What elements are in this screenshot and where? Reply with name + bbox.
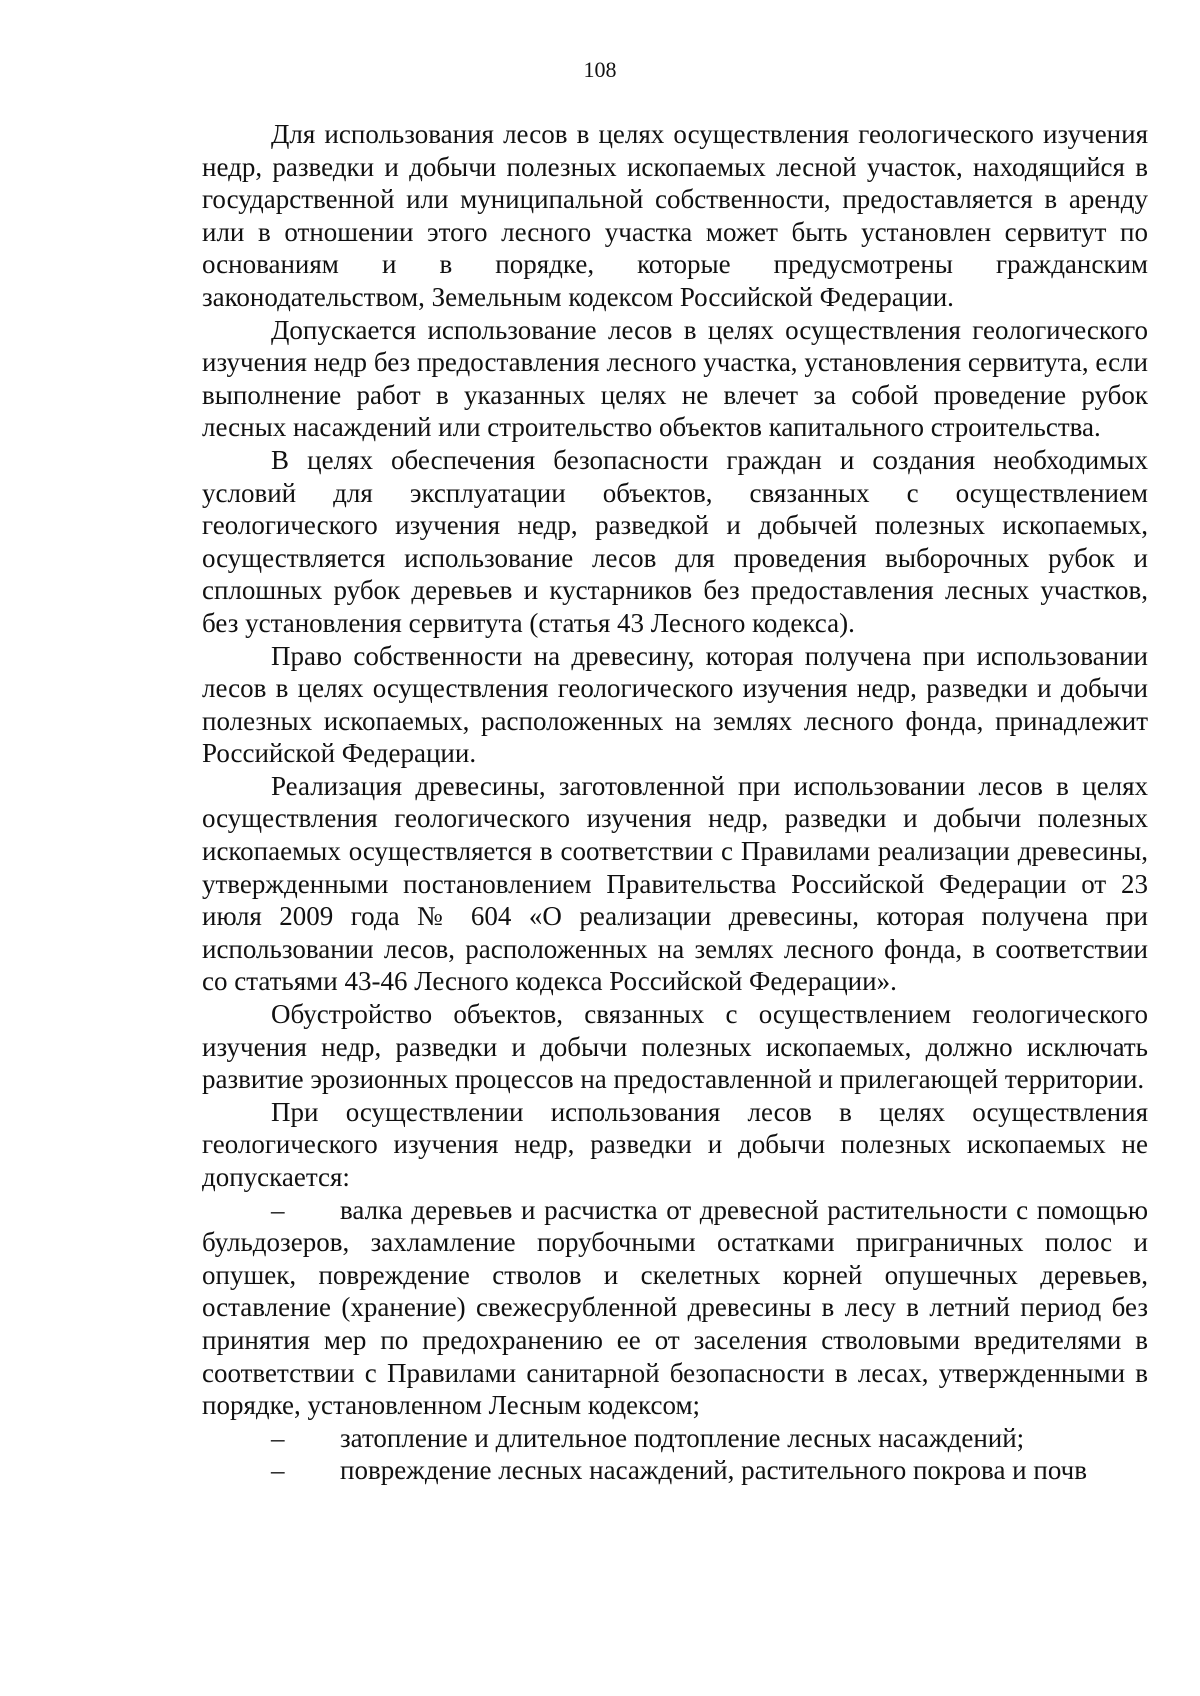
paragraph: Для использования лесов в целях осуществления геологического изучения недр, разведки и добычи полезных ископаемых лесной участок, находящийся в государственной или муниципальной собственности, предоставляется в аренду или в отношении этого лесного участка может быть установлен сервитут по основаниям и в порядке, которые предусмотрены гражданским законодательством, Земельным кодексом Российской Федерации. xyxy=(202,119,1148,312)
list-bullet: – xyxy=(271,1422,285,1453)
page-number: 108 xyxy=(583,57,617,82)
list-item-text: повреждение лесных насаждений, растительного покрова и почв xyxy=(340,1455,1087,1486)
paragraph: Реализация древесины, заготовленной при использовании лесов в целях осуществления геологического изучения недр, разведки и добычи полезных ископаемых осуществляется в соответствии с Правилами реализации древесины, утвержденными постановлением Правительства Российской Федерации от 23 июля 2009 года № 604 «О реализации древесины, которая получена при использовании лесов, расположенных на землях лесного фонда, в соответствии со статьями 43-46 Лесного кодекса Российской Федерации». xyxy=(202,770,1148,997)
list-bullet: – xyxy=(271,1194,285,1225)
list-item xyxy=(202,1454,1148,1487)
paragraph: Право собственности на древесину, которая получена при использовании лесов в целях осуществления геологического изучения недр, разведки и добычи полезных ископаемых, расположенных на землях лесного фонда, принадлежит Российской Федерации. xyxy=(202,640,1148,769)
list-item xyxy=(202,1422,1148,1455)
paragraph: При осуществлении использования лесов в целях осуществления геологического изучения недр, разведки и добычи полезных ископаемых не допускается: xyxy=(202,1096,1148,1192)
paragraph: В целях обеспечения безопасности граждан и создания необходимых условий для эксплуатации объектов, связанных с осуществлением геологического изучения недр, разведкой и добычей полезных ископаемых, осуществляется использование лесов для проведения выборочных рубок и сплошных рубок деревьев и кустарников без предоставления лесных участков, без установления сервитута (статья 43 Лесного кодекса). xyxy=(202,444,1148,638)
list-bullet: – xyxy=(271,1455,285,1486)
list-item-text: затопление и длительное подтопление лесных насаждений; xyxy=(340,1422,1025,1453)
document-body xyxy=(202,118,1148,1487)
list-item xyxy=(202,1194,1148,1422)
paragraph: Обустройство объектов, связанных с осуществлением геологического изучения недр, разведки и добычи полезных ископаемых, должно исключать развитие эрозионных процессов на предоставленной и прилегающей территории. xyxy=(202,999,1148,1095)
paragraph: Допускается использование лесов в целях осуществления геологического изучения недр без предоставления лесного участка, установления сервитута, если выполнение работ в указанных целях не влечет за собой проведение рубок лесных насаждений или строительство объектов капитального строительства. xyxy=(202,314,1148,443)
list-item-text: валка деревьев и расчистка от древесной растительности с помощью бульдозеров, захламление порубочными остатками приграничных полос и опушек, повреждение стволов и скелетных корней опушечных деревьев, оставление (хранение) свежесрубленной древесины в лесу в летний период без принятия мер по предохранению ее от заселения стволовыми вредителями в соответствии с Правилами санитарной безопасности в лесах, утвержденными в порядке, установленном Лесным кодексом; xyxy=(202,1194,1148,1421)
